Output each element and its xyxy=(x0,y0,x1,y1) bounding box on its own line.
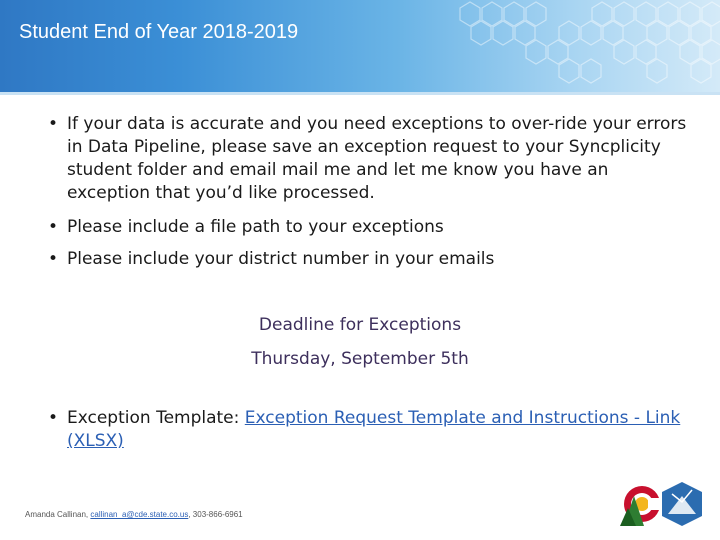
deadline-heading: Deadline for Exceptions xyxy=(258,315,462,335)
bullet-item-exceptions: • If your data is accurate and you need exceptions to over-ride your errors in Data Pipeline, please save an exception request to your Syncplicity student folder and email mail me and let me know you have an exception that you’d like processed. xyxy=(48,113,688,205)
bullet-item-template xyxy=(48,407,688,453)
slide-header xyxy=(0,0,720,92)
footer-email-link[interactable]: callinan_a@cde.state.co.us xyxy=(90,510,189,519)
bullet-item-file-path: • Please include a file path to your exceptions xyxy=(48,216,688,239)
cde-logo-icon xyxy=(662,482,702,526)
logos xyxy=(612,480,712,530)
footer-name: Amanda Callinan, xyxy=(25,510,91,519)
template-link[interactable]: Exception Request Template and Instructions - Link (XLSX) xyxy=(67,408,681,451)
bullet-list xyxy=(48,113,688,282)
deadline-block xyxy=(200,308,520,376)
bullet-marker: • xyxy=(48,408,59,428)
footer-contact xyxy=(25,510,243,519)
bullet-item-district-number: • Please include your district number in your emails xyxy=(48,248,688,271)
deadline-date: Thursday, September 5th xyxy=(251,349,469,369)
header-divider xyxy=(0,92,720,95)
footer-phone: , 303-866-6961 xyxy=(188,510,243,519)
slide-title: Student End of Year 2018-2019 xyxy=(19,21,299,43)
colorado-logo-icon xyxy=(620,486,660,526)
template-label: Exception Template: xyxy=(67,408,245,428)
hexagon-pattern-icon xyxy=(300,0,720,92)
